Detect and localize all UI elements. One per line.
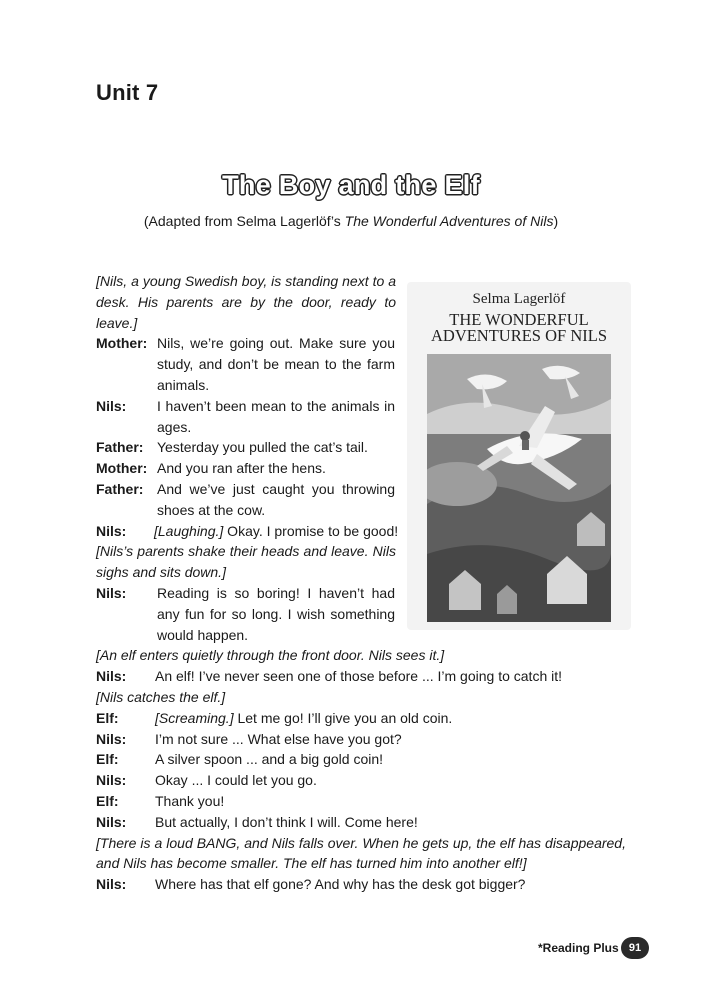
dialogue-line (96, 791, 626, 812)
dialogue-line (96, 770, 626, 791)
speaker-label: Nils: (96, 584, 127, 601)
dialogue-line (96, 521, 626, 542)
dialogue-text: But actually, I don’t think I will. Come here! (155, 813, 418, 830)
speaker-label: Mother: (96, 335, 148, 352)
dialogue-line (96, 749, 626, 770)
dialogue-text: And you ran after the hens. (157, 460, 326, 477)
dialogue-line (96, 666, 626, 687)
dialogue-line (96, 583, 626, 645)
stage-direction: [There is a loud BANG, and Nils falls over. When he gets up, the elf has disappeared, and Nils has become smaller. The elf has turned him into another elf!] (96, 834, 626, 872)
dialogue-text: Reading is so boring! I haven’t had any fun for so long. I wish something would happen. (157, 584, 395, 643)
play-script (96, 271, 626, 895)
subtitle-work-title: The Wonderful Adventures of Nils (344, 213, 554, 229)
speaker-label: Elf: (96, 709, 119, 726)
dialogue-text (154, 521, 626, 542)
action-direction: [Laughing.] (154, 522, 224, 539)
dialogue-line (96, 396, 626, 438)
subtitle-prefix: (Adapted from Selma Lagerlöf’s (143, 213, 345, 229)
dialogue-text: A silver spoon ... and a big gold coin! (155, 751, 384, 768)
dialogue-text: Okay ... I could let you go. (155, 772, 317, 789)
book-cover-author: Selma Lagerlöf (472, 291, 566, 307)
dialogue-text: I haven’t been mean to the animals in ages. (157, 397, 395, 435)
stage-direction: [Nils’s parents shake their heads and leave. Nils sighs and sits down.] (96, 543, 396, 581)
speaker-label: Nils: (96, 876, 127, 893)
dialogue-text: Where has that elf gone? And why has the desk got bigger? (155, 876, 526, 893)
speaker-label: Elf: (96, 792, 119, 809)
speaker-label: Nils: (96, 813, 127, 830)
speaker-label: Elf: (96, 751, 119, 768)
dialogue-line (96, 479, 626, 521)
dialogue-text: And we’ve just caught you throwing shoes at the cow. (157, 480, 395, 518)
book-cover-title-line2: ADVENTURES OF NILS (430, 326, 607, 345)
subtitle-suffix: ) (553, 213, 559, 229)
stage-direction: [An elf enters quietly through the front door. Nils sees it.] (96, 647, 445, 664)
dialogue-line (96, 437, 626, 458)
speaker-label: Father: (96, 480, 144, 497)
dialogue-words: Let me go! I’ll give you an old coin. (233, 709, 453, 726)
story-title: The Boy and the Elf (222, 170, 480, 200)
dialogue-text (155, 708, 626, 729)
page-number-badge: 91 (621, 937, 649, 959)
dialogue-words: Okay. I promise to be good! (223, 522, 399, 539)
footer-section-label: *Reading Plus (538, 941, 619, 955)
dialogue-text: Nils, we’re going out. Make sure you study, and don’t be mean to the farm animals. (157, 335, 395, 393)
book-cover-title-line1: THE WONDERFUL (449, 310, 589, 329)
unit-heading: Unit 7 (96, 80, 159, 105)
speaker-label: Nils: (96, 772, 127, 789)
speaker-label: Mother: (96, 460, 148, 477)
dialogue-line (96, 458, 626, 479)
story-subtitle (0, 213, 702, 229)
dialogue-text: I’m not sure ... What else have you got? (155, 730, 402, 747)
speaker-label: Nils: (96, 730, 127, 747)
dialogue-line (96, 812, 626, 833)
dialogue-text: Thank you! (155, 792, 225, 809)
stage-direction: [Nils, a young Swedish boy, is standing next to a desk. His parents are by the door, ready to leave.] (96, 273, 396, 331)
dialogue-text: Yesterday you pulled the cat’s tail. (157, 439, 368, 456)
stage-direction: [Nils catches the elf.] (96, 688, 226, 705)
speaker-label: Nils: (96, 668, 127, 685)
dialogue-line (96, 729, 626, 750)
action-direction: [Screaming.] (155, 709, 234, 726)
dialogue-text: An elf! I’ve never seen one of those before ... I’m going to catch it! (155, 668, 563, 685)
dialogue-line (96, 333, 626, 395)
speaker-label: Father: (96, 439, 144, 456)
dialogue-line (96, 708, 626, 729)
speaker-label: Nils: (96, 522, 127, 539)
speaker-label: Nils: (96, 397, 127, 414)
dialogue-line (96, 874, 626, 895)
